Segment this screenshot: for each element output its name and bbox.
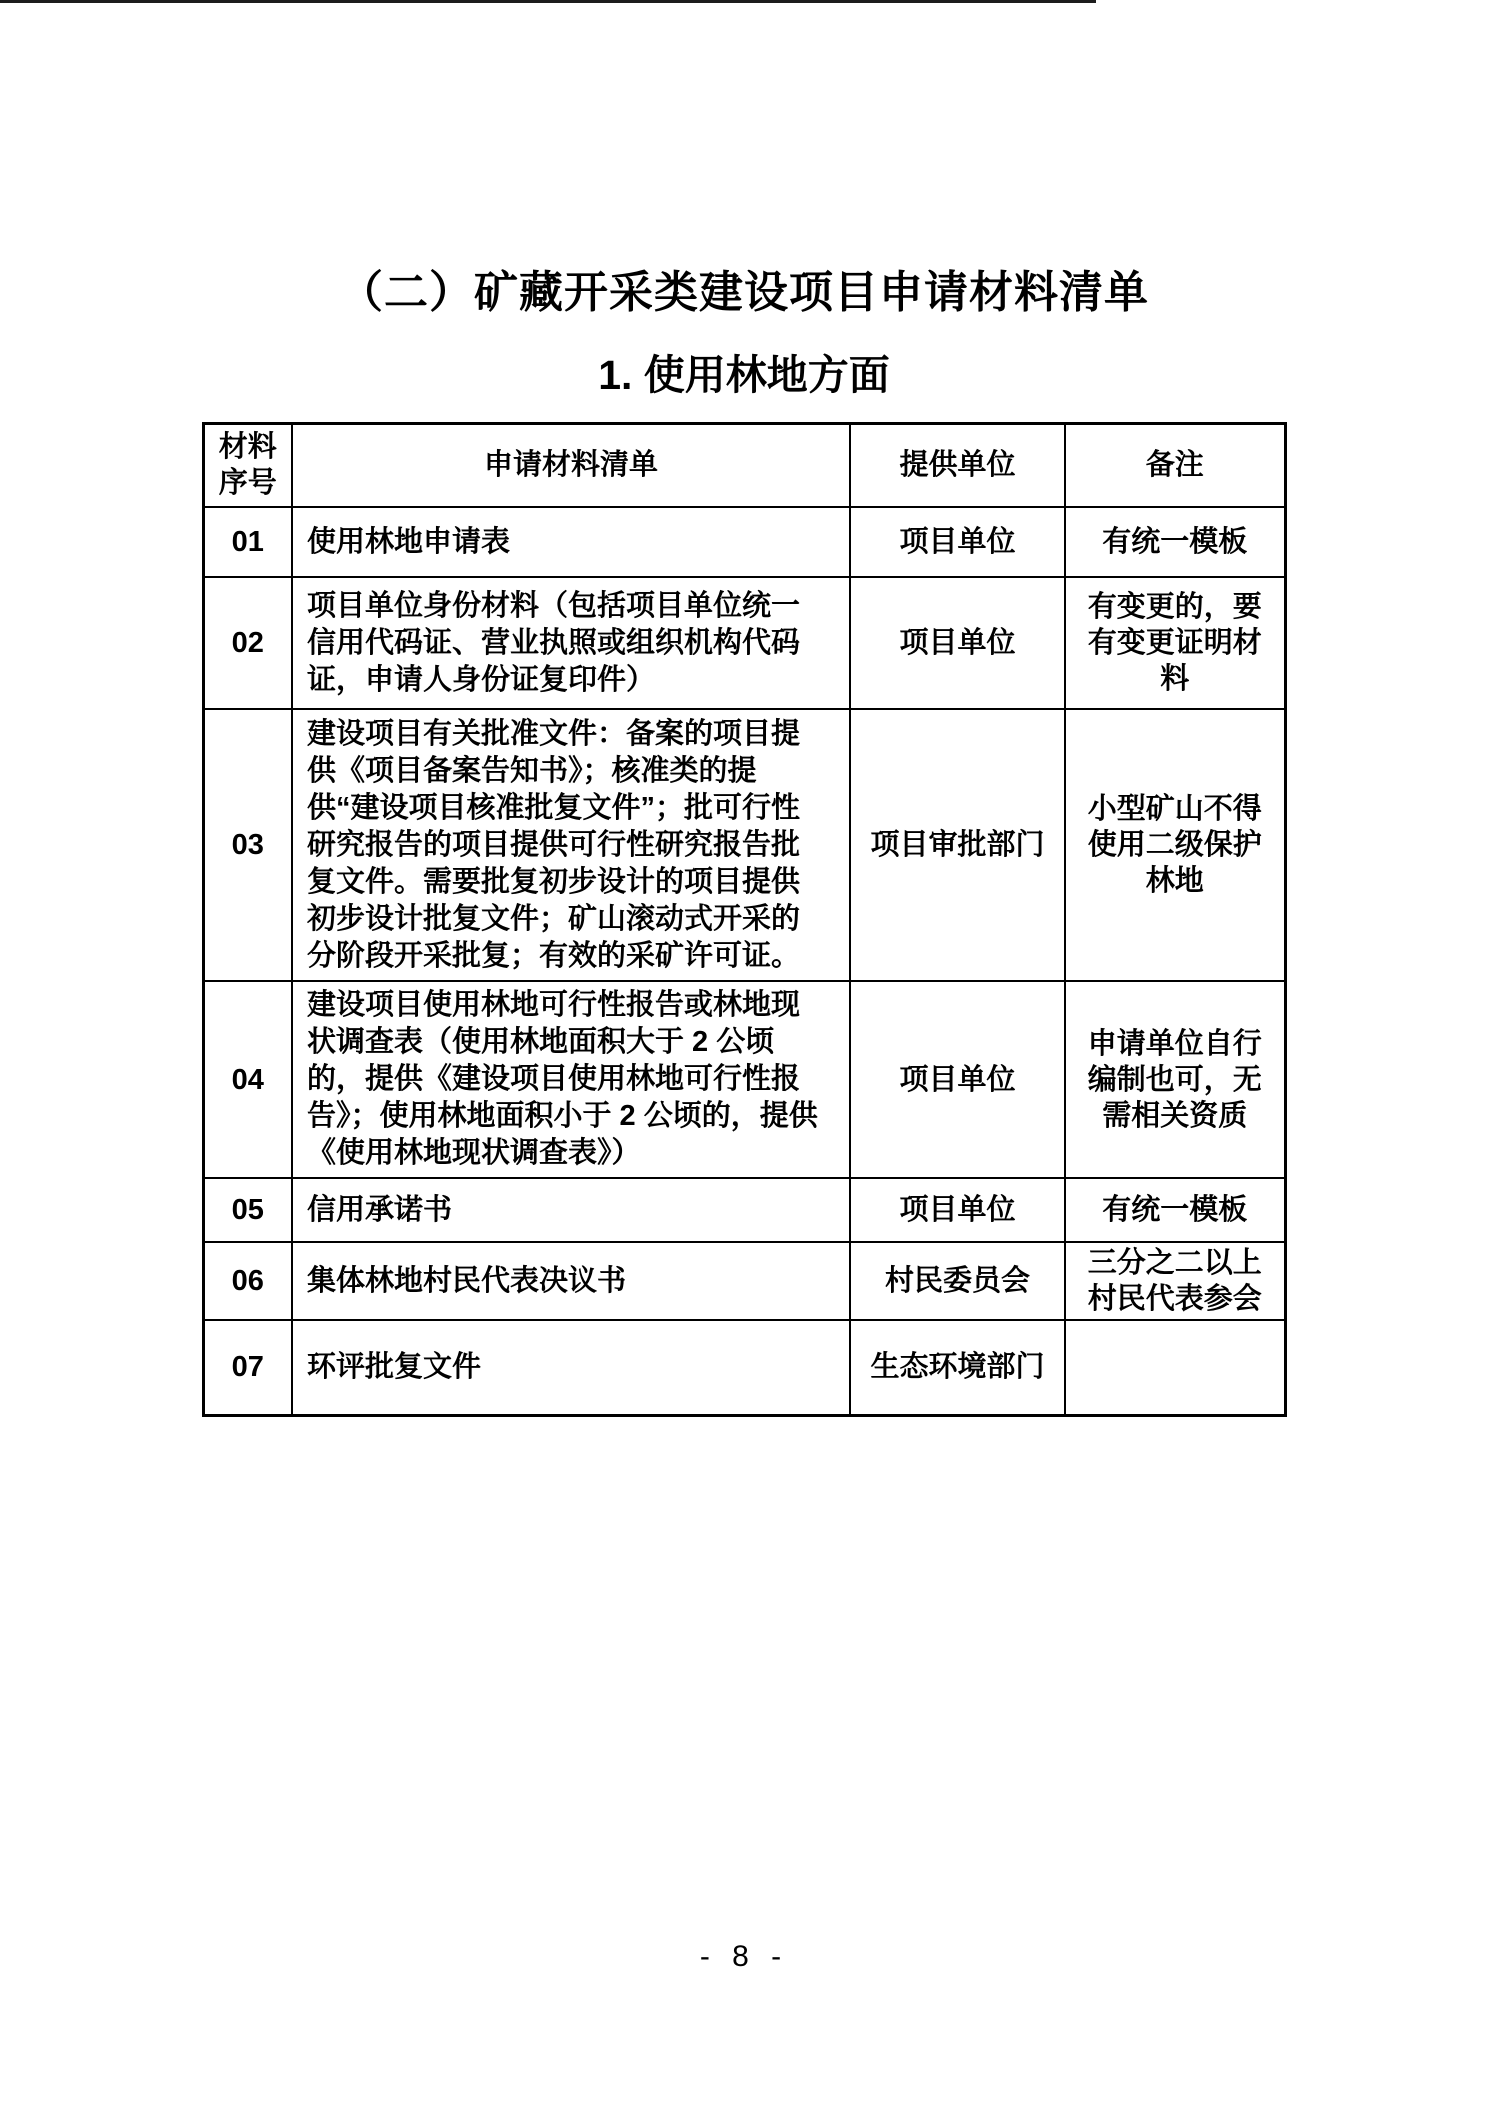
table-row bbox=[203, 577, 1285, 709]
table-row bbox=[203, 1320, 1285, 1415]
cell-provider: 村民委员会 bbox=[850, 1242, 1065, 1320]
cell-material-no: 05 bbox=[203, 1178, 292, 1242]
cell-note: 有变更的，要有变更证明材料 bbox=[1065, 577, 1285, 709]
cell-note: 申请单位自行编制也可，无需相关资质 bbox=[1065, 981, 1285, 1178]
cell-provider: 生态环境部门 bbox=[850, 1320, 1065, 1415]
table-row bbox=[203, 981, 1285, 1178]
cell-material-no: 02 bbox=[203, 577, 292, 709]
cell-material-no: 01 bbox=[203, 507, 292, 577]
table-body bbox=[203, 507, 1285, 1415]
table-row bbox=[203, 1178, 1285, 1242]
cell-provider: 项目审批部门 bbox=[850, 709, 1065, 981]
materials-table bbox=[202, 422, 1287, 1417]
header-provider: 提供单位 bbox=[850, 423, 1065, 507]
header-note: 备注 bbox=[1065, 423, 1285, 507]
cell-material-no: 07 bbox=[203, 1320, 292, 1415]
cell-material-no: 04 bbox=[203, 981, 292, 1178]
cell-provider: 项目单位 bbox=[850, 507, 1065, 577]
cell-material-no: 06 bbox=[203, 1242, 292, 1320]
header-material-no: 材料序号 bbox=[203, 423, 292, 507]
cell-note: 小型矿山不得使用二级保护林地 bbox=[1065, 709, 1285, 981]
cell-material-name: 信用承诺书 bbox=[292, 1178, 850, 1242]
table-row bbox=[203, 709, 1285, 981]
cell-note: 有统一模板 bbox=[1065, 1178, 1285, 1242]
page-subtitle: 1. 使用林地方面 bbox=[598, 351, 890, 398]
cell-material-name: 集体林地村民代表决议书 bbox=[292, 1242, 850, 1320]
cell-provider: 项目单位 bbox=[850, 1178, 1065, 1242]
table-header-row bbox=[203, 423, 1285, 507]
cell-material-name: 环评批复文件 bbox=[292, 1320, 850, 1415]
cell-note: 三分之二以上村民代表参会 bbox=[1065, 1242, 1285, 1320]
cell-material-no: 03 bbox=[203, 709, 292, 981]
scan-artifact-top-bar bbox=[0, 0, 1096, 3]
cell-material-name: 建设项目有关批准文件：备案的项目提供《项目备案告知书》；核准类的提供“建设项目核准批复文件”；批可行性研究报告的项目提供可行性研究报告批复文件。需要批复初步设计的项目提供初步设计批复文件；矿山滚动式开采的分阶段开采批复；有效的采矿许可证。 bbox=[292, 709, 850, 981]
table-row bbox=[203, 1242, 1285, 1320]
header-material-list: 申请材料清单 bbox=[292, 423, 850, 507]
cell-note: 有统一模板 bbox=[1065, 507, 1285, 577]
cell-note bbox=[1065, 1320, 1285, 1415]
cell-material-name: 使用林地申请表 bbox=[292, 507, 850, 577]
cell-provider: 项目单位 bbox=[850, 577, 1065, 709]
page-number: - 8 - bbox=[699, 1940, 789, 1973]
page-title: （二）矿藏开采类建设项目申请材料清单 bbox=[339, 268, 1149, 317]
cell-material-name: 建设项目使用林地可行性报告或林地现状调查表（使用林地面积大于 2 公顷的，提供《建设项目使用林地可行性报告》；使用林地面积小于 2 公顷的，提供《使用林地现状调查表》） bbox=[292, 981, 850, 1178]
cell-material-name: 项目单位身份材料（包括项目单位统一信用代码证、营业执照或组织机构代码证，申请人身份证复印件） bbox=[292, 577, 850, 709]
table-row bbox=[203, 507, 1285, 577]
cell-provider: 项目单位 bbox=[850, 981, 1065, 1178]
